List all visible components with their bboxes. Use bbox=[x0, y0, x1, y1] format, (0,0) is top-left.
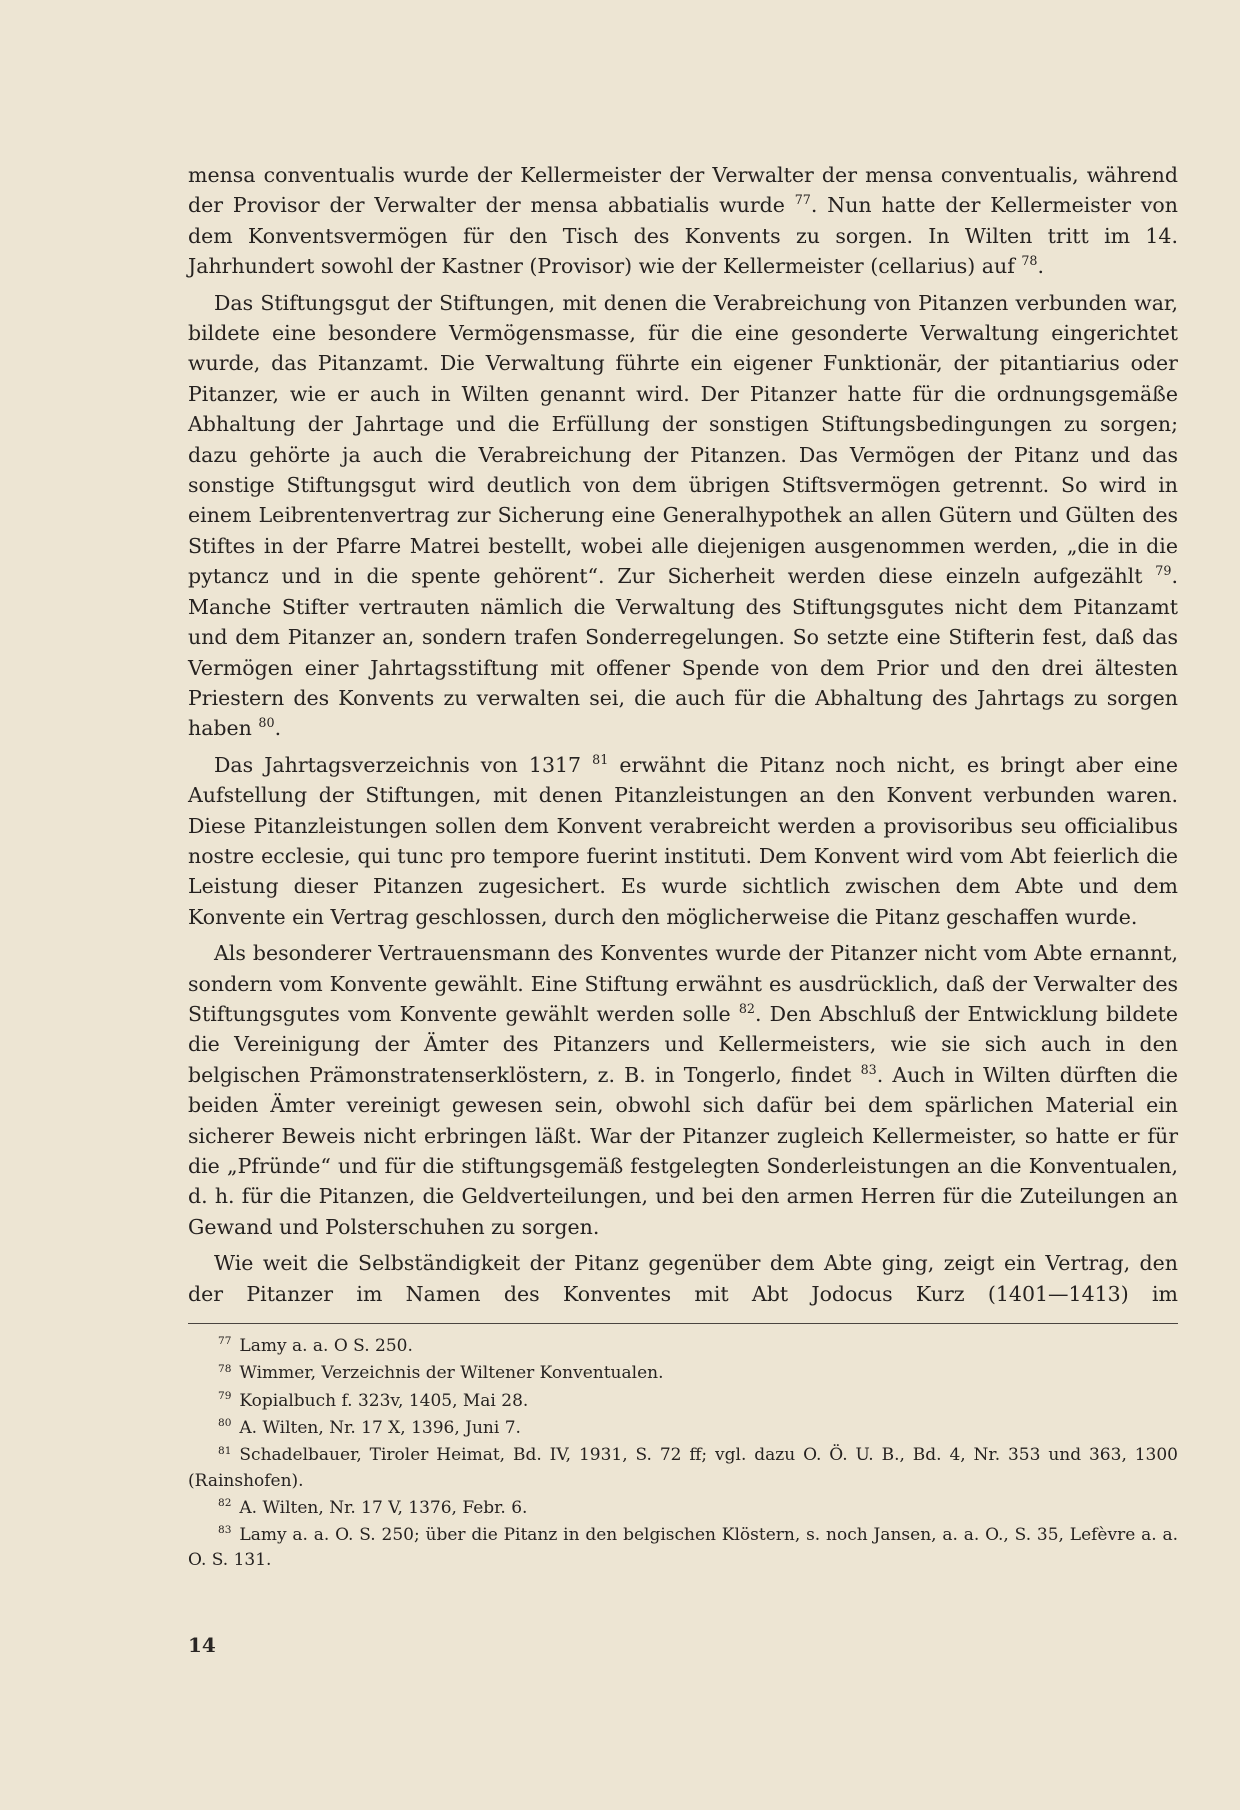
footnote-number: 80 bbox=[218, 1417, 232, 1430]
paragraph-text: Wie weit die Selbständigkeit der Pitanz gegenüber dem Abte ging, zeigt ein Vertrag, den der Pitanzer im Namen des Konventes mit Abt Jodocus Kurz (1401—1413) im bbox=[188, 1251, 1178, 1306]
footnote-text: Schadelbauer, Tiroler Heimat, Bd. IV, 1931, S. 72 ff; vgl. dazu O. Ö. U. B., Bd. 4, Nr. 353 und 363, 1300 (Rainshofen). bbox=[188, 1445, 1178, 1491]
paragraph-text: . bbox=[1037, 254, 1045, 279]
footnote bbox=[188, 1334, 1178, 1359]
paragraph bbox=[188, 288, 1178, 744]
paragraph-text: mensa conventualis wurde der Kellermeister der Verwalter der mensa conventualis, während der Provisor der Verwalter der mensa abbatialis wurde bbox=[188, 163, 1178, 218]
footnote bbox=[188, 1523, 1178, 1574]
page-number: 14 bbox=[188, 1633, 216, 1657]
footnote-number: 79 bbox=[218, 1389, 232, 1402]
paragraph-text: erwähnt die Pitanz noch nicht, es bringt aber eine Aufstellung der Stiftungen, mit denen Pitanzleistungen an den Konvent verbunden waren. Diese Pitanzleistungen sollen dem Konvent verabreicht werden a provisoribus seu officialibus nostre ecclesie, qui tunc pro tempore fuerint instituti. Dem Konvent wird vom Abt feierlich die Leistung dieser Pitanzen zugesichert. Es wurde sichtlich zwischen dem Abte und dem Konvente ein Vertrag geschlossen, durch den möglicherweise die Pitanz geschaffen wurde. bbox=[188, 752, 1178, 929]
footnote-text: A. Wilten, Nr. 17 V, 1376, Febr. 6. bbox=[239, 1497, 528, 1518]
paragraph-text: . Manche Stifter vertrauten nämlich die Verwaltung des Stiftungsgutes nicht dem Pitanzamt und dem Pitanzer an, sondern trafen Sonderregelungen. So setzte eine Stifterin fest, daß das Vermögen einer Jahrtagsstiftung mit offener Spende von dem Prior und den drei ältesten Priestern des Konvents zu verwalten sei, die auch für die Abhaltung des Jahrtags zu sorgen haben bbox=[188, 564, 1178, 741]
footnote-text: Lamy a. a. O. S. 250; über die Pitanz in den belgischen Klöstern, s. noch Jansen, a. a. O., S. 35, Lefèvre a. a. O. S. 131. bbox=[188, 1525, 1178, 1571]
paragraph-text: . bbox=[274, 716, 282, 741]
paragraph-text: . Nun hatte der Kellermeister von dem Konventsvermögen für den Tisch des Konvents zu sorgen. In Wilten tritt im 14. Jahrhundert sowohl der Kastner (Provisor) wie der Kellermeister (cellarius) auf bbox=[188, 193, 1178, 279]
paragraph-text: Das Stiftungsgut der Stiftungen, mit denen die Verabreichung von Pitanzen verbunden war, bildete eine besondere Vermögensmasse, für die eine gesonderte Verwaltung eingerichtet wurde, das Pitanzamt. Die Verwaltung führte ein eigener Funktionär, der pitantiarius oder Pitanzer, wie er auch in Wilten genannt wird. Der Pitanzer hatte für die ordnungsgemäße Abhaltung der Jahrtage und die Erfüllung der sonstigen Stiftungsbedingungen zu sorgen; dazu gehörte ja auch die Verabreichung der Pitanzen. Das Vermögen der Pitanz und das sonstige Stiftungsgut wird deutlich von dem übrigen Stiftsvermögen getrennt. So wird in einem Leibrentenvertrag zur Sicherung eine Generalhypothek an allen Gütern und Gülten des Stiftes in der Pfarre Matrei bestellt, wobei alle diejenigen ausgenommen werden, „die in die pytancz und in die spente gehörent“. Zur Sicherheit werden diese einzeln aufgezählt bbox=[188, 290, 1178, 589]
footnote-text: Wimmer, Verzeichnis der Wiltener Konventualen. bbox=[239, 1363, 664, 1384]
paragraph-text: . Den Abschluß der Entwicklung bildete die Vereinigung der Ämter des Pitanzers und Kellermeisters, wie sie sich auch in den belgischen Prämonstratenserklöstern, z. B. in Tongerlo, findet bbox=[188, 1001, 1178, 1087]
footnote-text: Lamy a. a. O S. 250. bbox=[239, 1336, 413, 1357]
paragraph bbox=[188, 160, 1178, 282]
footnote-reference: 80 bbox=[258, 715, 275, 731]
footnote-number: 78 bbox=[218, 1362, 232, 1375]
footnote bbox=[188, 1361, 1178, 1386]
paragraph bbox=[188, 750, 1178, 932]
footnote-text: A. Wilten, Nr. 17 X, 1396, Juni 7. bbox=[239, 1417, 521, 1438]
footnote-number: 81 bbox=[218, 1444, 232, 1457]
paragraph-text: . Auch in Wilten dürften die beiden Ämter vereinigt gewesen sein, obwohl sich dafür bei dem spärlichen Material ein sicherer Beweis nicht erbringen läßt. War der Pitanzer zugleich Kellermeister, so hatte er für die „Pfründe“ und für die stiftungsgemäß festgelegten Sonderleistungen an die Konventualen, d. h. für die Pitanzen, die Geldverteilungen, und bei den armen Herren für die Zuteilungen an Gewand und Polsterschuhen zu sorgen. bbox=[188, 1062, 1178, 1239]
footnote-number: 77 bbox=[218, 1335, 232, 1348]
footnote-number: 82 bbox=[218, 1497, 232, 1510]
footnote-number: 83 bbox=[218, 1524, 232, 1537]
paragraph bbox=[188, 1248, 1178, 1309]
footnote bbox=[188, 1416, 1178, 1441]
footnote-reference: 79 bbox=[1155, 563, 1172, 579]
footnote-reference: 83 bbox=[860, 1061, 877, 1077]
main-text bbox=[188, 160, 1178, 1309]
footnote-divider bbox=[188, 1323, 1178, 1324]
footnote-reference: 78 bbox=[1021, 253, 1038, 269]
footnote-reference: 77 bbox=[794, 192, 811, 208]
footnote bbox=[188, 1443, 1178, 1494]
page-content bbox=[188, 160, 1178, 1576]
footnote-text: Kopialbuch f. 323v, 1405, Mai 28. bbox=[239, 1390, 529, 1411]
footnote bbox=[188, 1496, 1178, 1521]
paragraph-text: Als besonderer Vertrauensmann des Konventes wurde der Pitanzer nicht vom Abte ernannt, sondern vom Konvente gewählt. Eine Stiftung erwähnt es ausdrücklich, daß der Verwalter des Stiftungsgutes vom Konvente gewählt werden solle bbox=[188, 941, 1178, 1026]
footnote-reference: 81 bbox=[592, 751, 609, 767]
paragraph bbox=[188, 938, 1178, 1242]
footnote bbox=[188, 1389, 1178, 1414]
footnote-reference: 82 bbox=[738, 1001, 755, 1017]
paragraph-text: Das Jahrtagsverzeichnis von 1317 bbox=[214, 752, 593, 777]
footnotes bbox=[188, 1334, 1178, 1574]
